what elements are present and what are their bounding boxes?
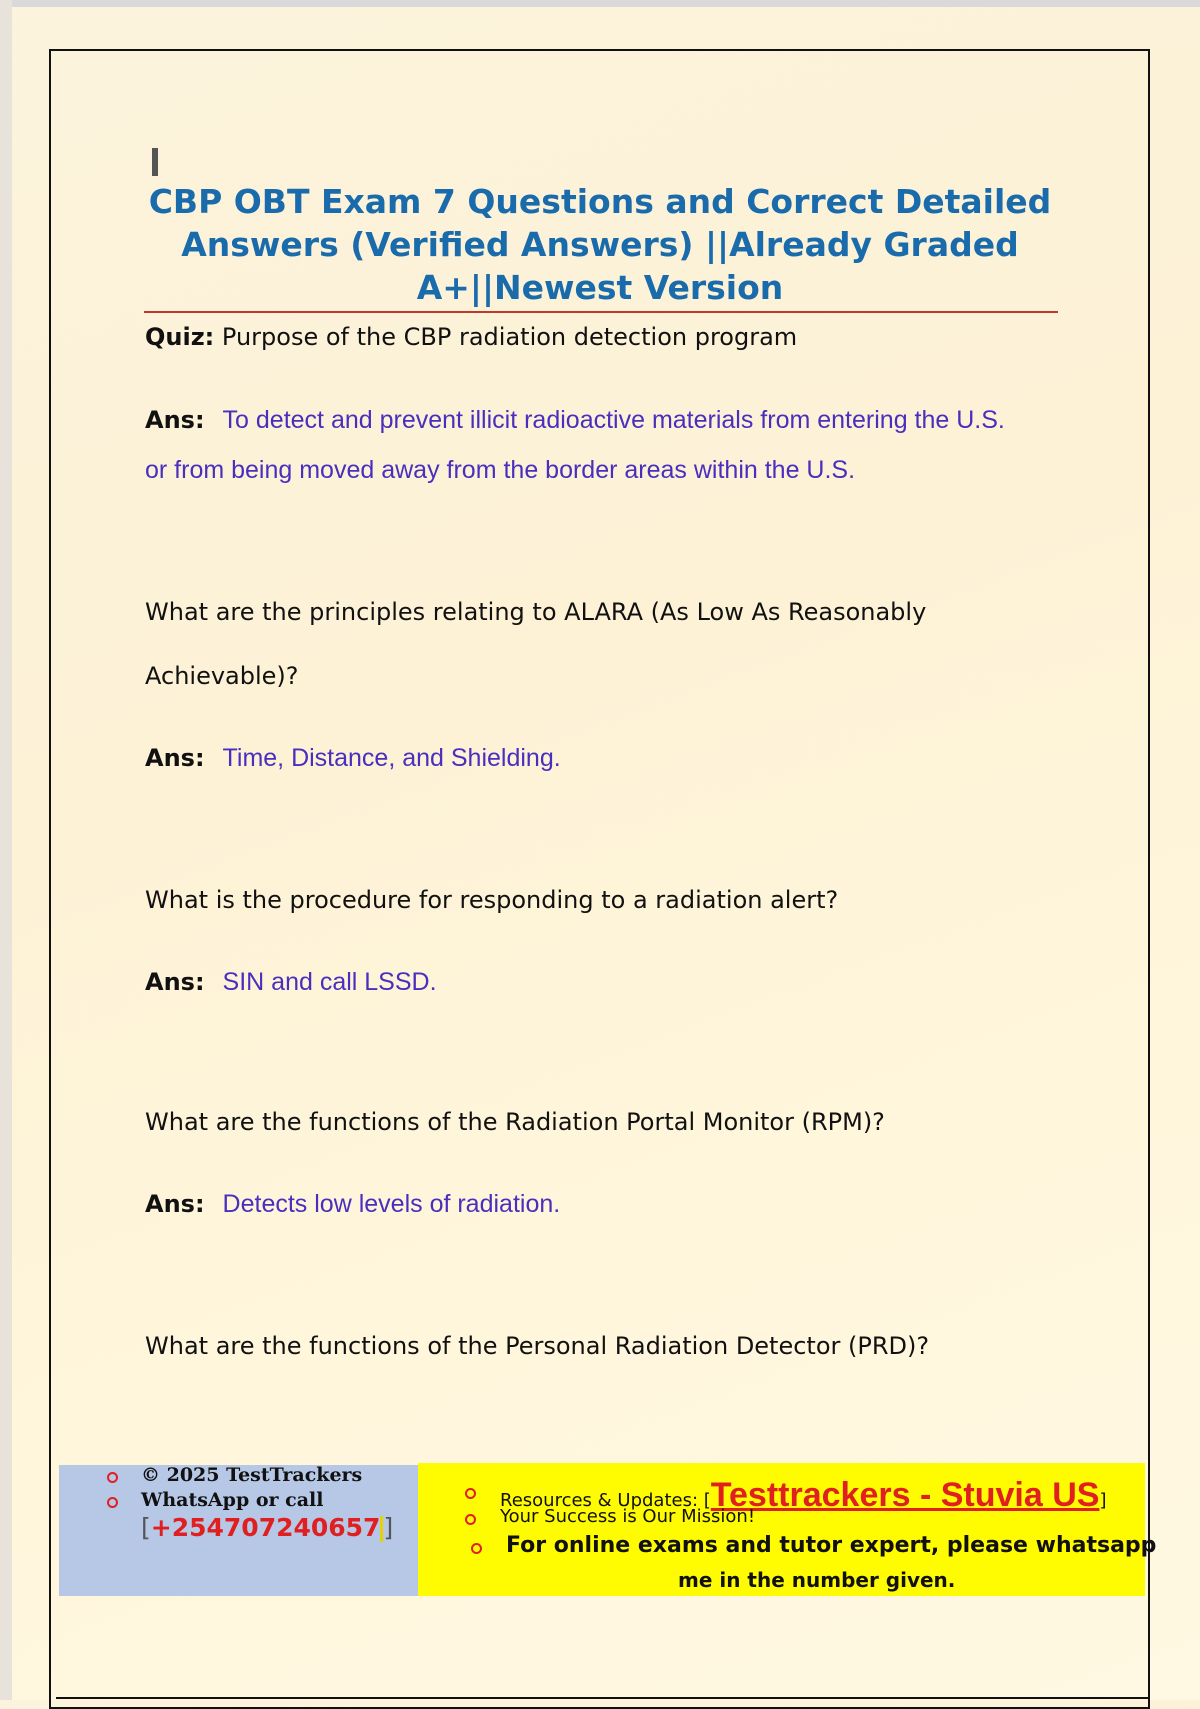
stuvia-link[interactable]: Testtrackers - Stuvia US (710, 1476, 1100, 1514)
question-5: What are the functions of the Personal Radiation Detector (PRD)? (145, 1332, 930, 1360)
answer-block-1-cont (145, 445, 1045, 495)
document-title: CBP OBT Exam 7 Questions and Correct Detailed Answers (Verified Answers) ||Already Graded A+||Newest Version (148, 182, 1052, 307)
question-2: What are the principles relating to ALARA (As Low As Reasonably (145, 598, 927, 626)
answer-block-1 (145, 395, 1045, 445)
answer-label: Ans: (145, 744, 205, 772)
answer-text-cont: or from being moved away from the border areas within the U.S. (145, 456, 856, 484)
quiz-question (145, 305, 1045, 369)
question-2-cont: Achievable)? (145, 662, 299, 690)
bullet-icon (107, 1472, 118, 1483)
online-exams-text: For online exams and tutor expert, please whatsapp (506, 1533, 1157, 1558)
close-bracket: ] (1099, 1490, 1107, 1511)
bullet-icon (107, 1497, 118, 1508)
phone-number[interactable]: [+254707240657 ] (141, 1513, 394, 1542)
answer-text: To detect and prevent illicit radioactive materials from entering the U.S. (222, 406, 1005, 434)
question-3: What is the procedure for responding to a radiation alert? (145, 886, 839, 914)
answer-label: Ans: (145, 1190, 205, 1218)
bullet-icon (465, 1514, 476, 1525)
answer-text: SIN and call LSSD. (222, 968, 437, 996)
phone-number-text[interactable]: +254707240657 (150, 1513, 381, 1542)
bottom-divider (56, 1697, 1148, 1699)
copyright-text: © 2025 TestTrackers (141, 1464, 363, 1486)
whatsapp-label: WhatsApp or call (141, 1489, 324, 1511)
bullet-icon (471, 1543, 482, 1554)
answer-text: Time, Distance, and Shielding. (222, 744, 561, 772)
resources-label: Resources & Updates: [ (500, 1490, 711, 1511)
answer-block-4 (145, 1179, 1045, 1229)
left-border (0, 0, 12, 1700)
answer-label: Ans: (145, 406, 205, 434)
quiz-question-text: Purpose of the CBP radiation detection program (221, 323, 798, 351)
answer-block-3 (145, 957, 1045, 1007)
bullet-icon (465, 1488, 476, 1499)
answer-block-2 (145, 733, 1045, 783)
question-4: What are the functions of the Radiation Portal Monitor (RPM)? (145, 1108, 885, 1136)
answer-label: Ans: (145, 968, 205, 996)
quiz-label: Quiz: (145, 323, 215, 351)
top-border (0, 0, 1200, 7)
mission-text: Your Success is Our Mission! (500, 1506, 756, 1527)
answer-text: Detects low levels of radiation. (222, 1190, 561, 1218)
text-cursor (152, 148, 158, 176)
online-exams-text-cont: me in the number given. (678, 1568, 956, 1592)
